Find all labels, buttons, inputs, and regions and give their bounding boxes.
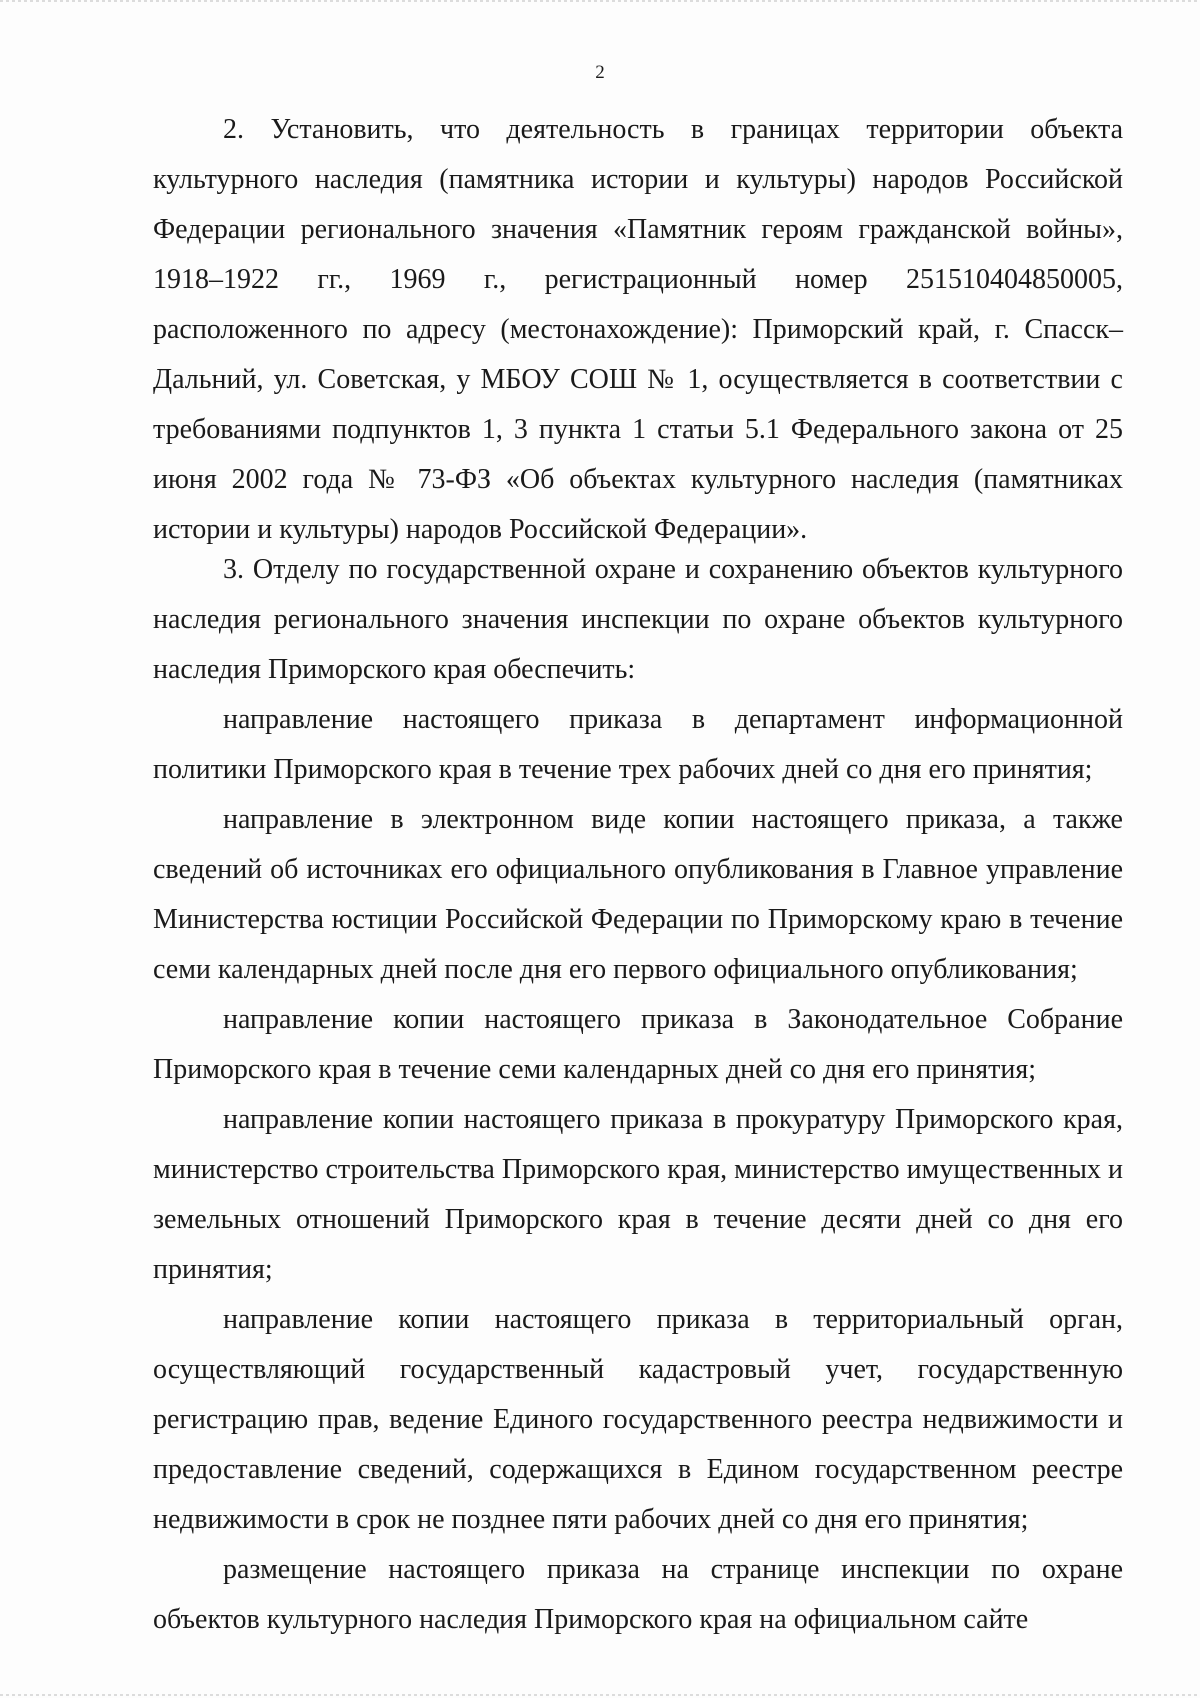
paragraph-3-item: направление копии настоящего приказа в прокуратуру Приморского края, министерство строительства Приморского края, министерство имущественных и земельных отношений Приморского края в течение десяти дней со дня его принятия; [153, 1104, 1123, 1285]
scan-edge-top [0, 0, 1200, 2]
paragraph-2-block [153, 105, 1123, 555]
paragraph-3-item: направление копии настоящего приказа в Законодательное Собрание Приморского края в течение семи календарных дней со дня его принятия; [153, 1004, 1123, 1085]
paragraph-3-item: размещение настоящего приказа на странице инспекции по охране объектов культурного наследия Приморского края на официальном сайте [153, 1554, 1123, 1635]
paragraph-3-item: направление копии настоящего приказа в территориальный орган, осуществляющий государственный кадастровый учет, государственную регистрацию прав, ведение Единого государственного реестра недвижимости и предоставление сведений, содержащихся в Едином государственном реестре недвижимости в срок не позднее пяти рабочих дней со дня его принятия; [153, 1304, 1123, 1535]
page-number: 2 [595, 62, 605, 83]
paragraph-3-item: направление настоящего приказа в департамент информационной политики Приморского края в течение трех рабочих дней со дня его принятия; [153, 704, 1123, 785]
paragraph-3: 3. Отделу по государственной охране и сохранению объектов культурного наследия регионального значения инспекции по охране объектов культурного наследия Приморского края обеспечить: [153, 554, 1123, 685]
paragraph-2: 2. Установить, что деятельность в границах территории объекта культурного наследия (памятника истории и культуры) народов Российской Федерации регионального значения «Памятник героям гражданской войны», 1918–1922 гг., 1969 г., регистрационный номер 251510404850005, расположенного по адресу (местонахождение): Приморский край, г. Спасск–Дальний, ул. Советская, у МБОУ СОШ № 1, осуществляется в соответствии с требованиями подпунктов 1, 3 пункта 1 статьи 5.1 Федерального закона от 25 июня 2002 года № 73-ФЗ «Об объектах культурного наследия (памятниках истории и культуры) народов Российской Федерации». [153, 114, 1123, 545]
paragraph-3-item: направление в электронном виде копии настоящего приказа, а также сведений об источниках его официального опубликования в Главное управление Министерства юстиции Российской Федерации по Приморскому краю в течение семи календарных дней после дня его первого официального опубликования; [153, 804, 1123, 985]
paragraph-3-block [153, 545, 1123, 1645]
scan-edge-bottom [0, 1694, 1200, 1696]
